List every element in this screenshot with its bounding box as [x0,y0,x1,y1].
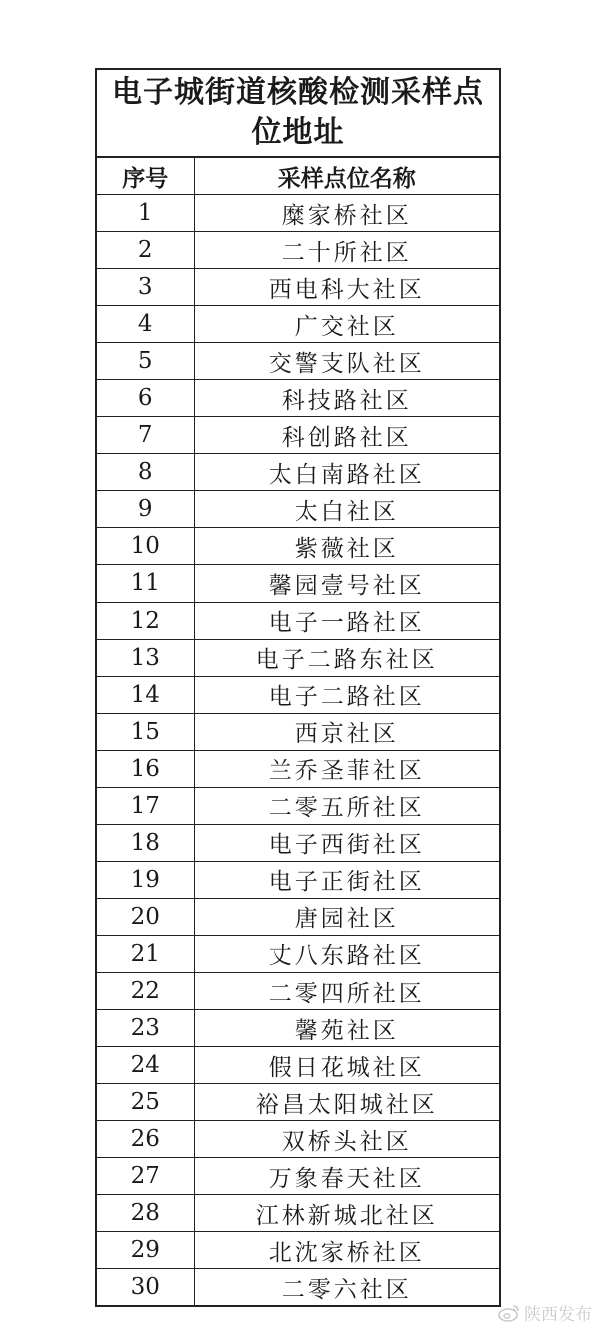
table-row [97,1010,499,1047]
table-row [97,454,499,491]
row-index: 16 [97,750,194,787]
row-site-name: 唐园社区 [194,898,499,935]
document-title: 电子城街道核酸检测采样点位地址 [97,70,499,158]
row-index: 12 [97,602,194,639]
table-row [97,1121,499,1158]
table-row [97,639,499,676]
row-site-name: 太白社区 [194,491,499,528]
row-site-name: 二零四所社区 [194,972,499,1009]
row-site-name: 电子二路社区 [194,676,499,713]
table-row [97,491,499,528]
table-row [97,750,499,787]
row-site-name: 二零五所社区 [194,787,499,824]
table-row [97,343,499,380]
table-row [97,1158,499,1195]
weibo-logo-icon [498,1304,520,1322]
sampling-sites-table [97,158,499,1305]
row-site-name: 紫薇社区 [194,528,499,565]
row-site-name: 江林新城北社区 [194,1195,499,1232]
row-index: 28 [97,1195,194,1232]
row-site-name: 馨园壹号社区 [194,565,499,602]
row-index: 1 [97,195,194,232]
row-site-name: 兰乔圣菲社区 [194,750,499,787]
table-row [97,232,499,269]
row-index: 22 [97,972,194,1009]
watermark-text: 陕西发布 [524,1305,592,1325]
row-index: 6 [97,380,194,417]
table-row [97,306,499,343]
table-row [97,269,499,306]
table-row [97,565,499,602]
row-site-name: 假日花城社区 [194,1047,499,1084]
table-row [97,195,499,232]
row-site-name: 西电科大社区 [194,269,499,306]
table-row [97,602,499,639]
row-index: 3 [97,269,194,306]
table-row [97,1232,499,1269]
table-row [97,417,499,454]
row-index: 13 [97,639,194,676]
sampling-sites-table-card [95,68,501,1307]
row-index: 14 [97,676,194,713]
row-site-name: 馨苑社区 [194,1010,499,1047]
table-row [97,676,499,713]
row-site-name: 交警支队社区 [194,343,499,380]
table-header-row [97,158,499,195]
row-site-name: 双桥头社区 [194,1121,499,1158]
header-site-name: 采样点位名称 [194,158,499,195]
row-index: 8 [97,454,194,491]
row-index: 23 [97,1010,194,1047]
row-index: 27 [97,1158,194,1195]
row-index: 15 [97,713,194,750]
row-index: 20 [97,898,194,935]
row-site-name: 电子二路东社区 [194,639,499,676]
row-site-name: 丈八东路社区 [194,935,499,972]
row-site-name: 糜家桥社区 [194,195,499,232]
table-row [97,1047,499,1084]
header-index: 序号 [97,158,194,195]
row-index: 2 [97,232,194,269]
row-index: 4 [97,306,194,343]
row-index: 18 [97,824,194,861]
row-index: 11 [97,565,194,602]
row-index: 7 [97,417,194,454]
table-row [97,824,499,861]
table-row [97,861,499,898]
row-site-name: 太白南路社区 [194,454,499,491]
table-row [97,935,499,972]
row-index: 25 [97,1084,194,1121]
row-index: 9 [97,491,194,528]
table-body [97,195,499,1306]
row-site-name: 科创路社区 [194,417,499,454]
table-row [97,713,499,750]
row-site-name: 裕昌太阳城社区 [194,1084,499,1121]
row-index: 19 [97,861,194,898]
row-site-name: 电子西街社区 [194,824,499,861]
row-site-name: 电子正街社区 [194,861,499,898]
row-index: 21 [97,935,194,972]
row-site-name: 西京社区 [194,713,499,750]
table-row [97,787,499,824]
row-index: 17 [97,787,194,824]
row-site-name: 广交社区 [194,306,499,343]
table-row [97,1195,499,1232]
table-row [97,528,499,565]
table-row [97,1084,499,1121]
watermark [498,1300,592,1325]
row-site-name: 科技路社区 [194,380,499,417]
row-site-name: 北沈家桥社区 [194,1232,499,1269]
table-row [97,1269,499,1306]
row-index: 10 [97,528,194,565]
row-site-name: 万象春天社区 [194,1158,499,1195]
row-site-name: 二十所社区 [194,232,499,269]
row-index: 24 [97,1047,194,1084]
row-index: 29 [97,1232,194,1269]
table-row [97,380,499,417]
row-site-name: 电子一路社区 [194,602,499,639]
row-site-name: 二零六社区 [281,1276,412,1303]
row-index: 26 [97,1121,194,1158]
table-row [97,898,499,935]
table-row [97,972,499,1009]
row-index: 30 [97,1269,194,1306]
row-index: 5 [97,343,194,380]
